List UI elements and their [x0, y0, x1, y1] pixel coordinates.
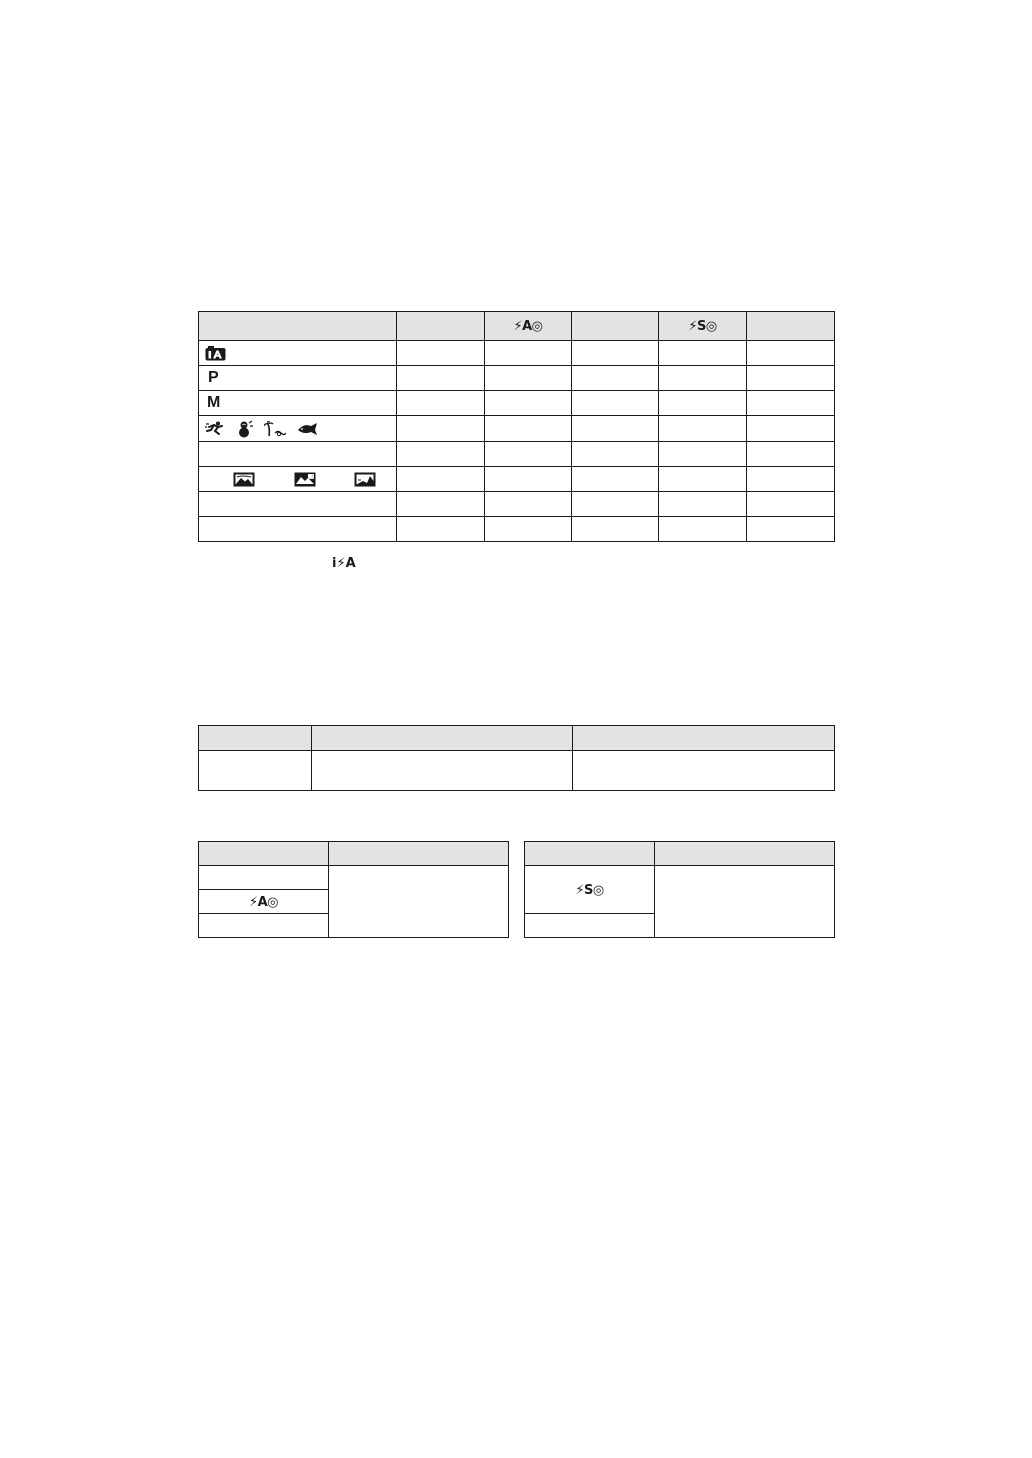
table-row	[199, 341, 835, 366]
table-header-row	[199, 726, 835, 751]
cell-merged	[655, 866, 835, 938]
mode-cell	[199, 391, 397, 416]
mode-cell	[199, 467, 397, 492]
mode-cell	[199, 442, 397, 467]
header-cell	[573, 726, 835, 751]
cell	[659, 467, 747, 492]
table-row	[199, 751, 835, 791]
cell	[485, 517, 572, 542]
cell	[397, 492, 485, 517]
shutter-speed-table-right	[524, 841, 835, 938]
table-row	[199, 866, 509, 890]
cell	[485, 391, 572, 416]
table-row	[199, 517, 835, 542]
header-cell	[525, 842, 655, 866]
mode-cell	[199, 341, 397, 366]
cell	[397, 517, 485, 542]
cell	[659, 341, 747, 366]
sports-scene-icon	[205, 421, 225, 437]
cell	[572, 442, 659, 467]
table-header-row	[199, 842, 509, 866]
cell	[659, 366, 747, 391]
header-cell-1	[397, 312, 485, 341]
beach-scene-icon	[264, 421, 286, 437]
table-row	[199, 467, 835, 492]
cell	[572, 391, 659, 416]
cell	[572, 366, 659, 391]
cell	[659, 416, 747, 442]
snow-scene-icon	[235, 420, 255, 438]
program-mode-label: P	[208, 369, 219, 386]
auto-red-eye-flash-icon: ⚡A◎	[513, 319, 543, 334]
cell	[572, 517, 659, 542]
cell-merged	[329, 866, 509, 938]
cell	[397, 416, 485, 442]
flash-range-table	[198, 725, 835, 791]
cell	[525, 914, 655, 938]
cell	[659, 492, 747, 517]
slow-sync-red-eye-flash-icon: ⚡S◎	[575, 882, 604, 898]
header-cell	[199, 842, 329, 866]
header-cell-mode	[199, 312, 397, 341]
cell	[572, 341, 659, 366]
mode-cell	[199, 416, 397, 442]
intelligent-auto-flash-icon: i⚡A	[332, 556, 356, 571]
ia-mode-icon	[205, 346, 226, 361]
cell	[572, 492, 659, 517]
header-cell	[329, 842, 509, 866]
cell	[747, 341, 835, 366]
cell	[397, 467, 485, 492]
table-row	[199, 416, 835, 442]
cell	[485, 341, 572, 366]
cell	[485, 467, 572, 492]
table-row	[199, 442, 835, 467]
slow-sync-red-eye-flash-icon: ⚡S◎	[688, 319, 717, 334]
header-cell	[312, 726, 573, 751]
shutter-speed-table-left	[198, 841, 509, 938]
cell	[572, 467, 659, 492]
cell	[312, 751, 573, 791]
manual-mode-label: M	[207, 394, 221, 411]
scenery-icon	[354, 472, 376, 487]
table-row	[525, 866, 835, 914]
cell	[485, 442, 572, 467]
cell	[199, 751, 312, 791]
cell	[747, 517, 835, 542]
cell	[659, 517, 747, 542]
cell	[485, 366, 572, 391]
cell	[747, 416, 835, 442]
mode-cell	[199, 517, 397, 542]
mode-cell	[199, 492, 397, 517]
header-cell	[655, 842, 835, 866]
cell-slow-red-eye	[525, 866, 655, 914]
table-header-row	[525, 842, 835, 866]
table-header-row	[199, 312, 835, 341]
cell	[199, 914, 329, 938]
header-cell-5	[747, 312, 835, 341]
table-row	[199, 366, 835, 391]
cell	[747, 467, 835, 492]
cell	[397, 442, 485, 467]
header-cell-slow-red-eye	[659, 312, 747, 341]
underwater-scene-icon	[296, 422, 318, 436]
cell	[659, 391, 747, 416]
panorama-icon	[233, 472, 255, 487]
cell	[397, 391, 485, 416]
header-cell-auto-red-eye	[485, 312, 572, 341]
cell	[659, 442, 747, 467]
cell	[199, 866, 329, 890]
table-row	[199, 391, 835, 416]
cell	[572, 416, 659, 442]
cell	[573, 751, 835, 791]
cell	[397, 341, 485, 366]
table-row	[199, 492, 835, 517]
header-cell-3	[572, 312, 659, 341]
cell	[747, 391, 835, 416]
cell	[747, 492, 835, 517]
flash-mode-table	[198, 311, 835, 542]
cell-auto-red-eye	[199, 890, 329, 914]
cell	[747, 442, 835, 467]
cell	[485, 416, 572, 442]
cell	[485, 492, 572, 517]
header-cell	[199, 726, 312, 751]
auto-red-eye-flash-icon: ⚡A◎	[248, 894, 279, 910]
hdr-landscape-icon	[294, 472, 316, 487]
mode-cell	[199, 366, 397, 391]
cell	[747, 366, 835, 391]
cell	[397, 366, 485, 391]
